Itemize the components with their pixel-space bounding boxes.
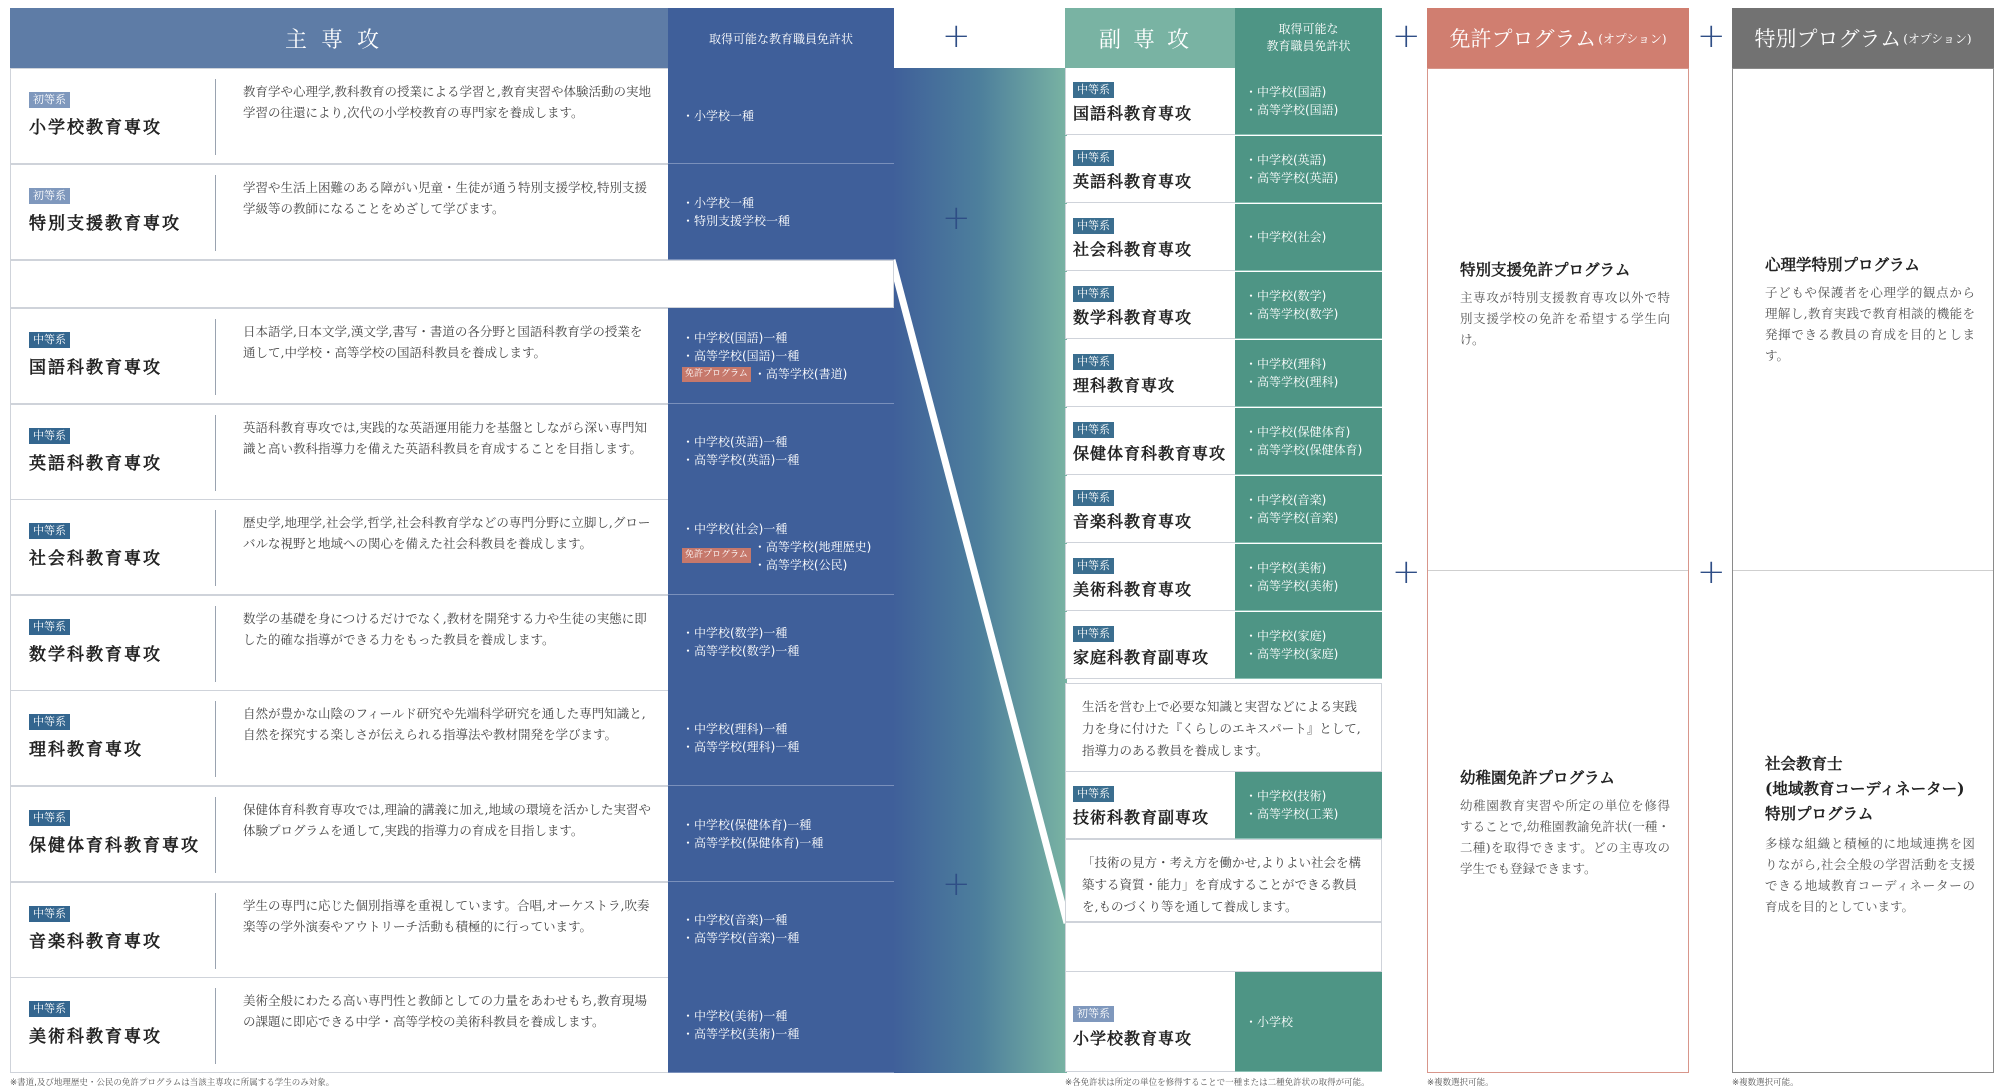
category-tag: 中等系 [29, 523, 70, 539]
license-item: ・高等学校(美術) [1245, 579, 1339, 593]
program-title-line: 社会教育士 [1765, 754, 1843, 773]
license-item: ・高等学校(理科)一種 [682, 739, 800, 754]
category-tag: 中等系 [1073, 354, 1114, 370]
special-program-option: (オプション) [1903, 31, 1972, 46]
license-list [668, 977, 894, 1073]
license-list [668, 404, 894, 500]
sub-license-list [1235, 68, 1382, 135]
sub-major-name: 技術科教育副専攻 [1073, 808, 1210, 827]
plus-icon: + [942, 16, 971, 56]
major-description: 美術全般にわたる高い専門性と教師としての力量をあわせもち,教育現場の課題に即応できる中学・高等学校の美術科教員を養成します。 [243, 993, 647, 1030]
license-item: ・特別支援学校一種 [682, 213, 791, 228]
sub-major-name: 保健体育科教育専攻 [1073, 444, 1227, 463]
special-program-footnote: ※複数選択可能。 [1732, 1078, 1799, 1088]
sub-major-header: 副専攻 [1065, 8, 1235, 68]
main-major-row [10, 977, 894, 1073]
major-name-box [21, 797, 216, 873]
license-item: ・高等学校(国語)一種 [682, 348, 800, 363]
major-name-cell [10, 977, 668, 1073]
sub-major-row [1065, 972, 1382, 1072]
sub-major-name: 美術科教育専攻 [1073, 580, 1193, 599]
plus-icon: + [1697, 16, 1726, 56]
sub-major-row [1065, 340, 1382, 407]
special-program-title: 特別プログラム [1754, 27, 1902, 51]
license-item: ・中学校(英語) [1245, 153, 1327, 167]
major-description: 自然が豊かな山陰のフィールド研究や先端科学研究を通した専門知識と,自然を探究する楽しさが伝えられる指導法や教材開発を学びます。 [243, 706, 646, 743]
program-description: 子どもや保護者を心理学的観点から理解し,教育実践で教育相談的機能を発揮できる教員の育成を目的とします。 [1765, 285, 1975, 363]
program-description: 主専攻が特別支援教育専攻以外で特別支援学校の免許を希望する学生向け。 [1460, 290, 1670, 347]
main-major-row [10, 786, 894, 882]
major-name-box [21, 893, 216, 969]
license-item: ・高等学校(地理歴史) [753, 539, 872, 554]
category-tag: 中等系 [1073, 558, 1114, 574]
sub-major-name-cell [1065, 772, 1235, 839]
divider [1428, 570, 1688, 571]
sub-major-name: 家庭科教育副専攻 [1073, 648, 1210, 667]
license-item: ・中学校(美術) [1245, 561, 1327, 575]
category-tag: 中等系 [29, 332, 70, 348]
category-tag: 中等系 [1073, 422, 1114, 438]
category-tag: 中等系 [1073, 490, 1114, 506]
license-item: ・高等学校(数学) [1245, 307, 1339, 321]
sub-major-name-cell [1065, 204, 1235, 271]
special-program-panel [1732, 68, 1994, 1073]
main-major-row [10, 882, 894, 978]
sub-license-list [1235, 972, 1382, 1072]
main-major-row [10, 308, 894, 404]
license-program-panel [1427, 68, 1689, 1073]
divider [1733, 570, 1993, 571]
license-list [668, 499, 894, 595]
major-name-box [21, 415, 216, 491]
sub-license-list [1235, 476, 1382, 543]
license-item: ・小学校一種 [682, 195, 755, 210]
sub-major-name: 数学科教育専攻 [1073, 308, 1193, 327]
header-line: 取得可能な [1278, 22, 1339, 36]
program-title-multiline [1765, 751, 1975, 826]
license-item: ・高等学校(公民) [753, 557, 848, 572]
license-item: ・中学校(音楽)一種 [682, 913, 788, 928]
license-list [668, 308, 894, 404]
category-tag: 中等系 [29, 810, 70, 826]
sub-major-name: 理科教育専攻 [1073, 376, 1176, 395]
major-name: 小学校教育専攻 [29, 118, 162, 138]
plus-icon: + [1392, 552, 1421, 592]
sub-license-list [1235, 204, 1382, 271]
category-tag: 初等系 [29, 92, 70, 108]
major-name-box [21, 79, 216, 155]
license-item: ・高等学校(保健体育)一種 [682, 835, 824, 850]
major-name: 国語科教育専攻 [29, 358, 162, 378]
sub-major-name-cell [1065, 340, 1235, 407]
program-tag: 免許プログラム [682, 367, 751, 382]
sub-major-name-cell [1065, 136, 1235, 203]
sub-major-name: 社会科教育専攻 [1073, 240, 1193, 259]
major-description: 教育学や心理学,教科教育の授業による学習と,教育実習や体験活動の実地学習の往還により,次代の小学校教育の専門家を養成します。 [243, 84, 651, 120]
plus-icon: + [942, 198, 971, 238]
license-list [668, 786, 894, 882]
main-major-license-header: 取得可能な教育職員免許状 [668, 8, 894, 68]
category-tag: 中等系 [1073, 286, 1114, 302]
major-description: 保健体育科教育専攻では,理論的講義に加え,地域の環境を活かした実習や体験プログラムを通して,実践的指導力の育成を目指します。 [243, 802, 651, 838]
category-tag: 中等系 [1073, 786, 1114, 802]
category-tag: 中等系 [29, 619, 70, 635]
major-name: 音楽科教育専攻 [29, 931, 162, 952]
major-name: 理科教育専攻 [29, 740, 143, 761]
category-tag: 中等系 [29, 428, 70, 444]
license-list [668, 595, 894, 691]
major-name-box [21, 606, 216, 682]
license-item: ・高等学校(英語) [1245, 171, 1339, 185]
main-major-row [10, 164, 894, 260]
sub-license-list [1235, 272, 1382, 339]
sub-major-row [1065, 408, 1382, 475]
major-name-box [21, 510, 216, 586]
major-name: 美術科教育専攻 [29, 1027, 162, 1048]
sub-major-license-header-text [1266, 21, 1350, 55]
program-description: 多様な組織と積極的に地域連携を図りながら,社会全般の学習活動を支援できる地域教育コーディネーターの育成を目的としています。 [1765, 836, 1975, 914]
main-major-header: 主専攻 [10, 8, 668, 68]
major-name-box [21, 175, 216, 251]
license-list [668, 164, 894, 260]
license-item: ・中学校(家庭) [1245, 629, 1327, 643]
sub-license-list [1235, 340, 1382, 407]
home-ec-note: 生活を営む上で必要な知識と実習などによる実践力を身に付けた『くらしのエキスパート』として,指導力のある教員を養成します。 [1065, 683, 1382, 772]
license-item: ・中学校(社会)一種 [682, 521, 788, 536]
program-title: 特別支援免許プログラム [1460, 260, 1631, 279]
license-item: ・高等学校(音楽)一種 [682, 931, 800, 946]
license-item: ・高等学校(美術)一種 [682, 1026, 800, 1041]
sub-license-list [1235, 544, 1382, 611]
plus-icon: + [1697, 552, 1726, 592]
program-title-line: (地域教育コーディネーター) [1765, 779, 1965, 798]
category-tag: 初等系 [1073, 1006, 1114, 1022]
license-list [668, 68, 894, 164]
license-list [668, 690, 894, 786]
license-item: ・中学校(国語) [1245, 85, 1327, 99]
special-program-header [1732, 8, 1994, 68]
main-major-row [10, 68, 894, 164]
sub-major-spacer [1065, 922, 1382, 972]
category-tag: 初等系 [29, 188, 70, 204]
flow-connector-band [892, 68, 1067, 1073]
license-item: ・高等学校(工業) [1245, 807, 1339, 821]
sub-major-row [1065, 204, 1382, 271]
license-program-header [1427, 8, 1689, 68]
category-tag: 中等系 [29, 906, 70, 922]
major-name-cell [10, 404, 668, 500]
license-text: ・高等学校(書道) [753, 366, 848, 381]
license-item: ・中学校(美術)一種 [682, 1008, 788, 1023]
license-item: ・高等学校(英語)一種 [682, 453, 800, 468]
license-program-title: 免許プログラム [1449, 27, 1597, 51]
program-license-item [682, 365, 880, 383]
major-name-cell [10, 164, 668, 260]
license-item: ・高等学校(数学)一種 [682, 644, 800, 659]
sub-major-name-cell [1065, 476, 1235, 543]
sub-major-name-cell [1065, 544, 1235, 611]
license-item: ・中学校(理科) [1245, 357, 1327, 371]
license-item: ・中学校(技術) [1245, 789, 1327, 803]
license-item: ・中学校(保健体育)一種 [682, 817, 812, 832]
major-name-box [21, 319, 216, 395]
main-major-row [10, 690, 894, 786]
sub-major-row [1065, 272, 1382, 339]
license-item: ・中学校(音楽) [1245, 493, 1327, 507]
main-major-row [10, 499, 894, 595]
license-item: ・中学校(保健体育) [1245, 425, 1351, 439]
major-name-box [21, 701, 216, 777]
major-name-cell [10, 882, 668, 978]
program-title-line: 特別プログラム [1765, 804, 1874, 823]
sub-major-name: 国語科教育専攻 [1073, 104, 1193, 123]
category-tag: 中等系 [1073, 82, 1114, 98]
license-item: ・高等学校(保健体育) [1245, 443, 1363, 457]
sub-major-name-cell [1065, 972, 1235, 1072]
major-name-cell [10, 595, 668, 691]
sub-major-name-cell [1065, 272, 1235, 339]
sub-major-name: 音楽科教育専攻 [1073, 512, 1193, 531]
major-description: 学生の専門に応じた個別指導を重視しています。合唱,オーケストラ,吹奏楽等の学外演奏やアウトリーチ活動も積極的に行っています。 [243, 897, 650, 934]
plus-icon: + [942, 864, 971, 904]
program-license-list [754, 538, 871, 574]
sub-major-row [1065, 68, 1382, 135]
major-description: 歴史学,地理学,社会学,哲学,社会科教育学などの専門分野に立脚し,グローバルな視野と地域への関心を備えた社会科教員を養成します。 [243, 515, 651, 552]
sub-major-name-cell [1065, 612, 1235, 679]
license-item: ・中学校(国語)一種 [682, 330, 788, 345]
major-name: 保健体育科教育専攻 [29, 836, 200, 856]
main-major-row [10, 595, 894, 691]
license-item: ・中学校(理科)一種 [682, 721, 788, 736]
license-list [668, 882, 894, 978]
sub-major-license-header [1235, 8, 1382, 68]
major-description: 学習や生活上困難のある障がい児童・生徒が通う特別支援学校,特別支援学級等の教師になることをめざして学びます。 [243, 180, 647, 216]
license-item: ・高等学校(国語) [1245, 103, 1339, 117]
program-title: 幼稚園免許プログラム [1460, 768, 1615, 787]
license-item: ・小学校一種 [682, 108, 755, 123]
sub-major-row [1065, 476, 1382, 543]
major-description: 日本語学,日本文学,漢文学,書写・書道の各分野と国語科教育学の授業を通して,中学校・高等学校の国語科教員を養成します。 [243, 324, 643, 360]
category-tag: 中等系 [1073, 218, 1114, 234]
sub-license-list [1235, 772, 1382, 839]
sub-major-name-cell [1065, 68, 1235, 135]
major-name-cell [10, 499, 668, 595]
license-program-footnote: ※複数選択可能。 [1427, 1078, 1494, 1088]
license-program-option: (オプション) [1598, 31, 1667, 46]
sub-major-row [1065, 136, 1382, 203]
major-name: 英語科教育専攻 [29, 453, 162, 474]
license-item: ・高等学校(音楽) [1245, 511, 1339, 525]
plus-icon: + [1392, 16, 1421, 56]
category-tag: 中等系 [29, 714, 70, 730]
major-name-cell [10, 68, 668, 164]
tech-note: 「技術の見方・考え方を働かせ,よりよい社会を構築する資質・能力」を育成することができる教員を,ものづくり等を通して養成します。 [1065, 839, 1382, 922]
license-item: ・高等学校(家庭) [1245, 647, 1339, 661]
category-tag: 中等系 [29, 1001, 70, 1017]
sub-license-list [1235, 408, 1382, 475]
license-item: ・中学校(数学) [1245, 289, 1327, 303]
license-item: ・高等学校(理科) [1245, 375, 1339, 389]
sub-major-footnote: ※各免許状は所定の単位を修得することで一種または二種免許状の取得が可能。 [1065, 1078, 1370, 1088]
sub-major-row [1065, 544, 1382, 611]
major-name: 特別支援教育専攻 [29, 214, 181, 234]
program-tag: 免許プログラム [682, 548, 751, 563]
sub-major-row [1065, 612, 1382, 679]
category-tag: 中等系 [1073, 626, 1114, 642]
license-item: ・中学校(英語)一種 [682, 435, 788, 450]
program-description: 幼稚園教育実習や所定の単位を修得することで,幼稚園教諭免許状(一種・二種)を取得できます。どの主専攻の学生でも登録できます。 [1460, 798, 1670, 876]
major-description: 数学の基礎を身につけるだけでなく,教材を開発する力や生徒の実態に即した的確な指導ができる力をもった教員を養成します。 [243, 610, 647, 647]
category-tag: 中等系 [1073, 150, 1114, 166]
license-item: ・小学校 [1245, 1014, 1294, 1029]
major-name-box [21, 988, 216, 1064]
sub-license-list [1235, 612, 1382, 679]
main-major-footnote: ※書道,及び地理歴史・公民の免許プログラムは当該主専攻に所属する学生のみ対象。 [10, 1078, 335, 1088]
sub-major-name-cell [1065, 408, 1235, 475]
main-major-row [10, 404, 894, 500]
main-major-spacer [10, 260, 894, 308]
license-item: ・中学校(数学)一種 [682, 626, 788, 641]
program-license-group [682, 538, 880, 574]
major-name: 数学科教育専攻 [29, 644, 162, 665]
sub-license-list [1235, 136, 1382, 203]
major-description: 英語科教育専攻では,実践的な英語運用能力を基盤としながら深い専門知識と高い教科指導力を備えた英語科教員を育成することを目指します。 [243, 419, 647, 456]
major-name-cell [10, 690, 668, 786]
license-item: ・中学校(社会) [1245, 230, 1327, 244]
header-line: 教育職員免許状 [1266, 39, 1351, 53]
program-title: 心理学特別プログラム [1765, 255, 1920, 274]
sub-major-name: 小学校教育専攻 [1073, 1029, 1193, 1048]
major-name-cell [10, 308, 668, 404]
sub-major-name: 英語科教育専攻 [1073, 172, 1193, 191]
sub-major-row [1065, 772, 1382, 839]
major-name: 社会科教育専攻 [29, 549, 162, 570]
major-name-cell [10, 786, 668, 882]
